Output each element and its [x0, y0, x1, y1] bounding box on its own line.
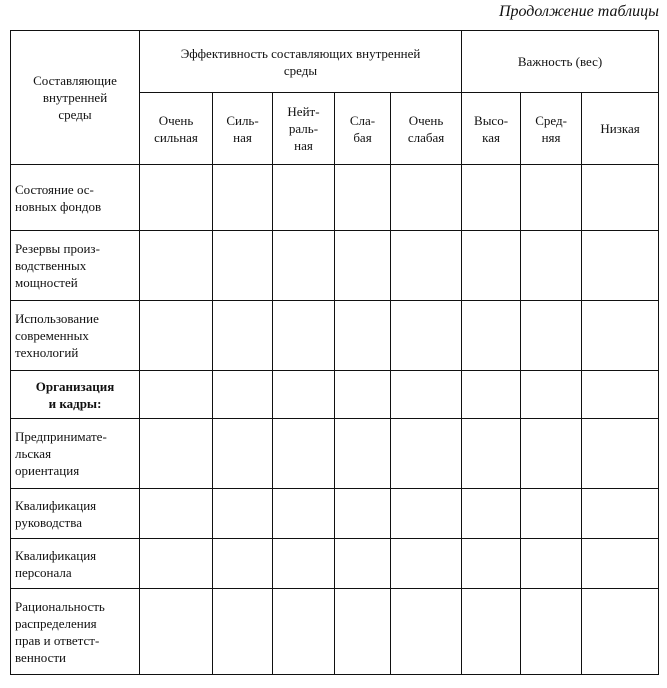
- column-header-neutral: Нейт- раль- ная: [273, 93, 335, 165]
- table-cell: [335, 419, 391, 489]
- column-header-low: Низкая: [582, 93, 659, 165]
- table-cell: [213, 539, 273, 589]
- section-label: Организация и кадры:: [11, 371, 140, 419]
- table-cell: [462, 165, 521, 231]
- table-continuation-caption: Продолжение таблицы: [498, 3, 659, 20]
- table-cell: [140, 371, 213, 419]
- table-cell: [213, 589, 273, 675]
- column-header-very-weak: Очень слабая: [391, 93, 462, 165]
- table-cell: [213, 231, 273, 301]
- table-cell: [521, 231, 582, 301]
- table-cell: [582, 165, 659, 231]
- table-cell: [391, 371, 462, 419]
- row-label: Использование современных технологий: [11, 301, 140, 371]
- table-cell: [391, 301, 462, 371]
- table-cell: [273, 301, 335, 371]
- table-cell: [213, 419, 273, 489]
- table-cell: [462, 539, 521, 589]
- table-cell: [335, 371, 391, 419]
- column-header-medium: Сред- няя: [521, 93, 582, 165]
- internal-environment-table: [10, 30, 659, 675]
- column-header-weak: Сла- бая: [335, 93, 391, 165]
- table-row-section: [11, 371, 659, 419]
- table-cell: [391, 165, 462, 231]
- table-cell: [391, 589, 462, 675]
- table-cell: [462, 301, 521, 371]
- table-cell: [213, 371, 273, 419]
- row-label: Предпринимате- льская ориентация: [11, 419, 140, 489]
- column-header-very-strong: Очень сильная: [140, 93, 213, 165]
- table-cell: [462, 371, 521, 419]
- row-label: Рациональность распределения прав и ответст- венности: [11, 589, 140, 675]
- table-cell: [521, 301, 582, 371]
- table-cell: [140, 489, 213, 539]
- column-header-strong: Силь- ная: [213, 93, 273, 165]
- table-cell: [273, 165, 335, 231]
- table-cell: [521, 589, 582, 675]
- table-cell: [462, 589, 521, 675]
- table-cell: [391, 489, 462, 539]
- table-cell: [521, 419, 582, 489]
- table-cell: [391, 419, 462, 489]
- column-header-high: Высо- кая: [462, 93, 521, 165]
- table-cell: [273, 489, 335, 539]
- row-label: Состояние ос- новных фондов: [11, 165, 140, 231]
- header-row-groups: [11, 31, 659, 93]
- table-cell: [521, 539, 582, 589]
- table-cell: [335, 589, 391, 675]
- row-label: Квалификация руководства: [11, 489, 140, 539]
- table-cell: [273, 539, 335, 589]
- table-row: [11, 419, 659, 489]
- table-cell: [335, 301, 391, 371]
- table-cell: [273, 419, 335, 489]
- table-cell: [273, 371, 335, 419]
- table-cell: [521, 371, 582, 419]
- table-cell: [335, 539, 391, 589]
- table-cell: [582, 231, 659, 301]
- table-cell: [521, 165, 582, 231]
- row-label: Квалификация персонала: [11, 539, 140, 589]
- table-cell: [462, 231, 521, 301]
- table-cell: [391, 231, 462, 301]
- table-cell: [140, 539, 213, 589]
- table-cell: [582, 419, 659, 489]
- table-cell: [582, 371, 659, 419]
- table-cell: [391, 539, 462, 589]
- table-cell: [140, 419, 213, 489]
- table-cell: [273, 231, 335, 301]
- table-row: [11, 301, 659, 371]
- table-body: [11, 165, 659, 675]
- efficiency-group-header: Эффективность составляющих внутренней среды: [140, 31, 462, 93]
- table-cell: [335, 489, 391, 539]
- table-cell: [582, 489, 659, 539]
- table-cell: [521, 489, 582, 539]
- table-cell: [140, 231, 213, 301]
- table-cell: [140, 165, 213, 231]
- table-cell: [582, 539, 659, 589]
- row-label: Резервы произ- водственных мощностей: [11, 231, 140, 301]
- table-cell: [213, 301, 273, 371]
- table-row: [11, 231, 659, 301]
- table-cell: [582, 301, 659, 371]
- table-cell: [335, 165, 391, 231]
- table-cell: [213, 165, 273, 231]
- table-cell: [273, 589, 335, 675]
- table-row: [11, 589, 659, 675]
- table-cell: [462, 419, 521, 489]
- corner-header: Составляющие внутренней среды: [11, 31, 140, 165]
- table-cell: [140, 589, 213, 675]
- importance-group-header: Важность (вес): [462, 31, 659, 93]
- table-cell: [582, 589, 659, 675]
- table-cell: [213, 489, 273, 539]
- table-row: [11, 165, 659, 231]
- table-cell: [462, 489, 521, 539]
- table-row: [11, 539, 659, 589]
- table-cell: [140, 301, 213, 371]
- table-row: [11, 489, 659, 539]
- table-cell: [335, 231, 391, 301]
